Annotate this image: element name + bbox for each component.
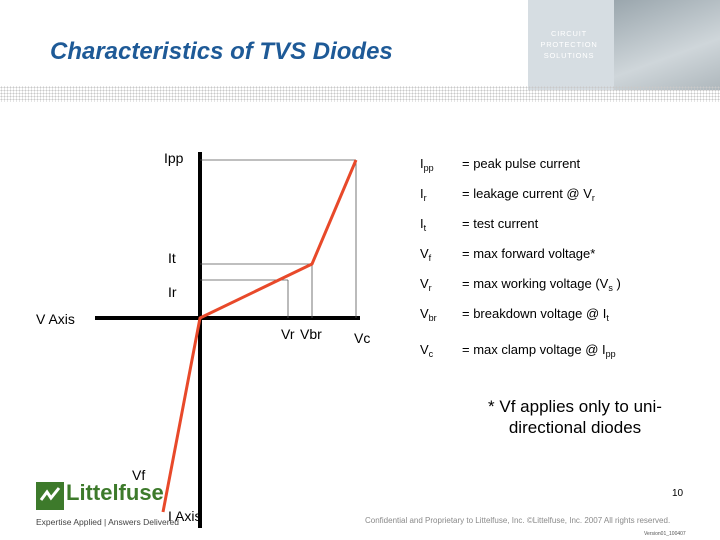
i-axis-label: I Axis [168,508,202,524]
it-label: It [168,250,176,266]
legend-symbol: $V_{br}$ [420,306,437,323]
brand-name: Littelfuse [66,480,164,505]
legend-text: = breakdown voltage @ $I_t$ [462,306,609,323]
v-axis-label: V Axis [36,311,75,327]
brand-tagline: Expertise Applied | Answers Delivered [36,517,180,527]
vf-label: Vf [132,467,146,483]
legend-text: = leakage current @ $V_r$ [462,186,595,203]
page-number: 10 [672,488,684,499]
page-title: Characteristics of TVS Diodes [50,38,393,65]
legend-symbol: $V_r$ [420,276,432,293]
legend-text: = peak pulse current [462,156,581,171]
legend-symbol: $I_r$ [420,186,427,203]
ir-label: Ir [168,284,177,300]
legend-text: = max clamp voltage @ $I_{pp}$ [462,342,616,359]
version-label: Version01_100407 [644,531,686,537]
legend-symbol: $I_{pp}$ [420,156,434,173]
vc-label: Vc [354,330,371,346]
legend-text: = test current [462,216,539,231]
iv-curve [163,160,356,512]
legend-text: = max forward voltage* [462,246,596,261]
ipp-label: Ipp [164,150,184,166]
legend-symbol: $I_t$ [420,216,427,233]
vbr-label: Vbr [300,326,322,342]
legend-text: = max working voltage ($V_s$ ) [462,276,621,293]
footer-copyright: Confidential and Proprietary to Littelfuse, Inc. ©Littelfuse, Inc. 2007 All rights reserved. [365,516,671,525]
legend-symbol: $V_c$ [420,342,434,359]
vr-label: Vr [281,326,295,342]
littelfuse-logo-icon [36,482,64,510]
header-tagline: CIRCUIT PROTECTION SOLUTIONS [540,29,598,60]
legend-symbol: $V_f$ [420,246,432,263]
footnote: * Vf applies only to uni-directional diodes [488,397,662,437]
